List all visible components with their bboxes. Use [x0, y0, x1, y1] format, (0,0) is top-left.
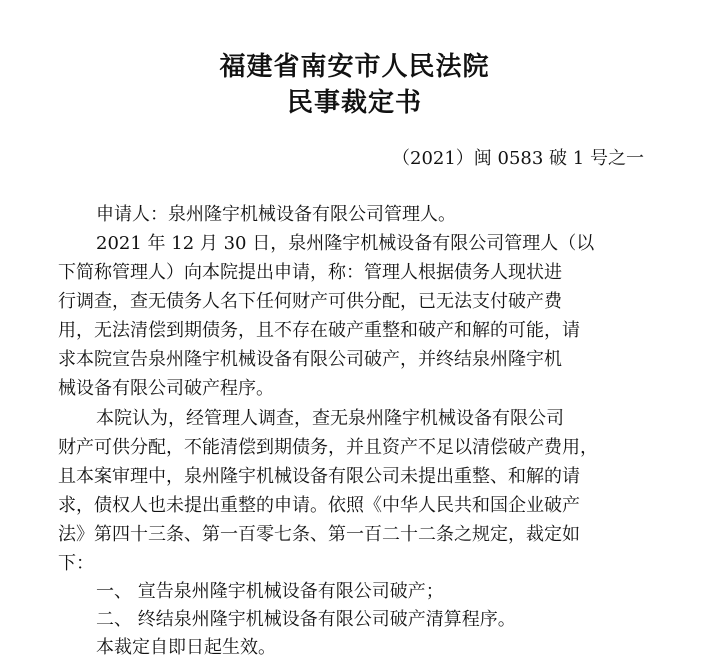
body-line: 法》第四十三条、第一百零七条、第一百二十二条之规定，裁定如	[58, 524, 580, 545]
body-line: 械设备有限公司破产程序。	[58, 378, 274, 399]
body-line: 求，债权人也未提出重整的申请。依照《中华人民共和国企业破产	[58, 495, 580, 516]
body-line: 求本院宣告泉州隆宇机械设备有限公司破产，并终结泉州隆宇机	[58, 349, 562, 370]
court-name-heading: 福建省南安市人民法院	[219, 52, 490, 82]
ruling-item-2: 二、 终结泉州隆宇机械设备有限公司破产清算程序。	[96, 609, 516, 630]
body-line: 本院认为，经管理人调查，查无泉州隆宇机械设备有限公司	[96, 408, 564, 429]
ruling-item-1: 一、 宣告泉州隆宇机械设备有限公司破产；	[96, 581, 444, 602]
body-line: 且本案审理中，泉州隆宇机械设备有限公司未提出重整、和解的请	[58, 466, 580, 487]
applicant-line: 申请人：泉州隆宇机械设备有限公司管理人。	[96, 204, 456, 225]
case-number: （2021）闽 0583 破 1 号之一	[392, 148, 644, 169]
body-line: 用，无法清偿到期债务，且不存在破产重整和破产和解的可能，请	[58, 320, 580, 341]
body-line: 2021 年 12 月 30 日，泉州隆宇机械设备有限公司管理人（以	[96, 233, 595, 254]
effective-clause: 本裁定自即日起生效。	[96, 637, 276, 658]
body-line: 下简称管理人）向本院提出申请，称：管理人根据债务人现状进	[58, 262, 562, 283]
body-line: 行调查，查无债务人名下任何财产可供分配，已无法支付破产费	[58, 291, 562, 312]
body-line: 财产可供分配，不能清偿到期债务，并且资产不足以清偿破产费用，	[58, 437, 598, 458]
body-line: 下：	[58, 553, 94, 574]
document-type-heading: 民事裁定书	[286, 88, 422, 118]
